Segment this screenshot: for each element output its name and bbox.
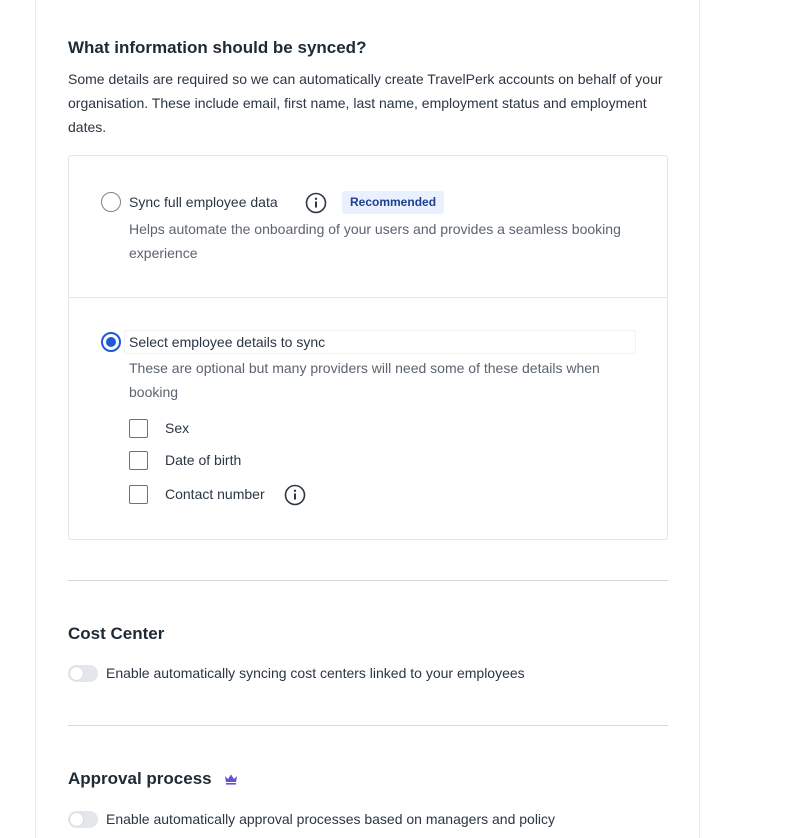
- cost-center-title: Cost Center: [68, 624, 165, 643]
- approval-process-title: Approval process: [68, 769, 212, 788]
- date-of-birth-checkbox[interactable]: [129, 451, 148, 470]
- sync-select-label[interactable]: Select employee details to sync: [129, 334, 326, 350]
- sex-checkbox-label[interactable]: Sex: [165, 420, 190, 436]
- contact-number-checkbox[interactable]: [129, 485, 148, 504]
- recommended-badge: Recommended: [342, 191, 444, 214]
- cost-center-toggle-label[interactable]: Enable automatically syncing cost centers linked to your employees: [106, 665, 525, 681]
- info-icon[interactable]: [305, 192, 327, 214]
- section-divider: [68, 580, 668, 581]
- sync-select-description: These are optional but many providers will need some of these details when booking: [129, 360, 600, 400]
- contact-number-checkbox-label[interactable]: Contact number: [165, 486, 265, 502]
- approval-process-toggle[interactable]: [68, 811, 98, 828]
- sex-checkbox[interactable]: [129, 419, 148, 438]
- date-of-birth-checkbox-label[interactable]: Date of birth: [165, 452, 242, 468]
- info-icon[interactable]: [284, 484, 306, 506]
- card-divider: [68, 297, 668, 298]
- approval-process-toggle-label[interactable]: Enable automatically approval processes based on managers and policy: [106, 811, 556, 827]
- sync-full-description: Helps automate the onboarding of your users and provides a seamless booking experience: [129, 221, 621, 261]
- cost-center-toggle[interactable]: [68, 665, 98, 682]
- section-divider: [68, 725, 668, 726]
- sync-full-label[interactable]: Sync full employee data: [129, 194, 278, 210]
- crown-icon: [224, 773, 238, 785]
- sync-section-description: Some details are required so we can automatically create TravelPerk accounts on behalf of your organisation. These include email, first name, last name, employment status and employment dates.: [68, 71, 663, 135]
- sync-full-radio[interactable]: [101, 192, 121, 212]
- sync-select-radio[interactable]: [101, 332, 121, 352]
- sync-section-title: What information should be synced?: [68, 38, 367, 57]
